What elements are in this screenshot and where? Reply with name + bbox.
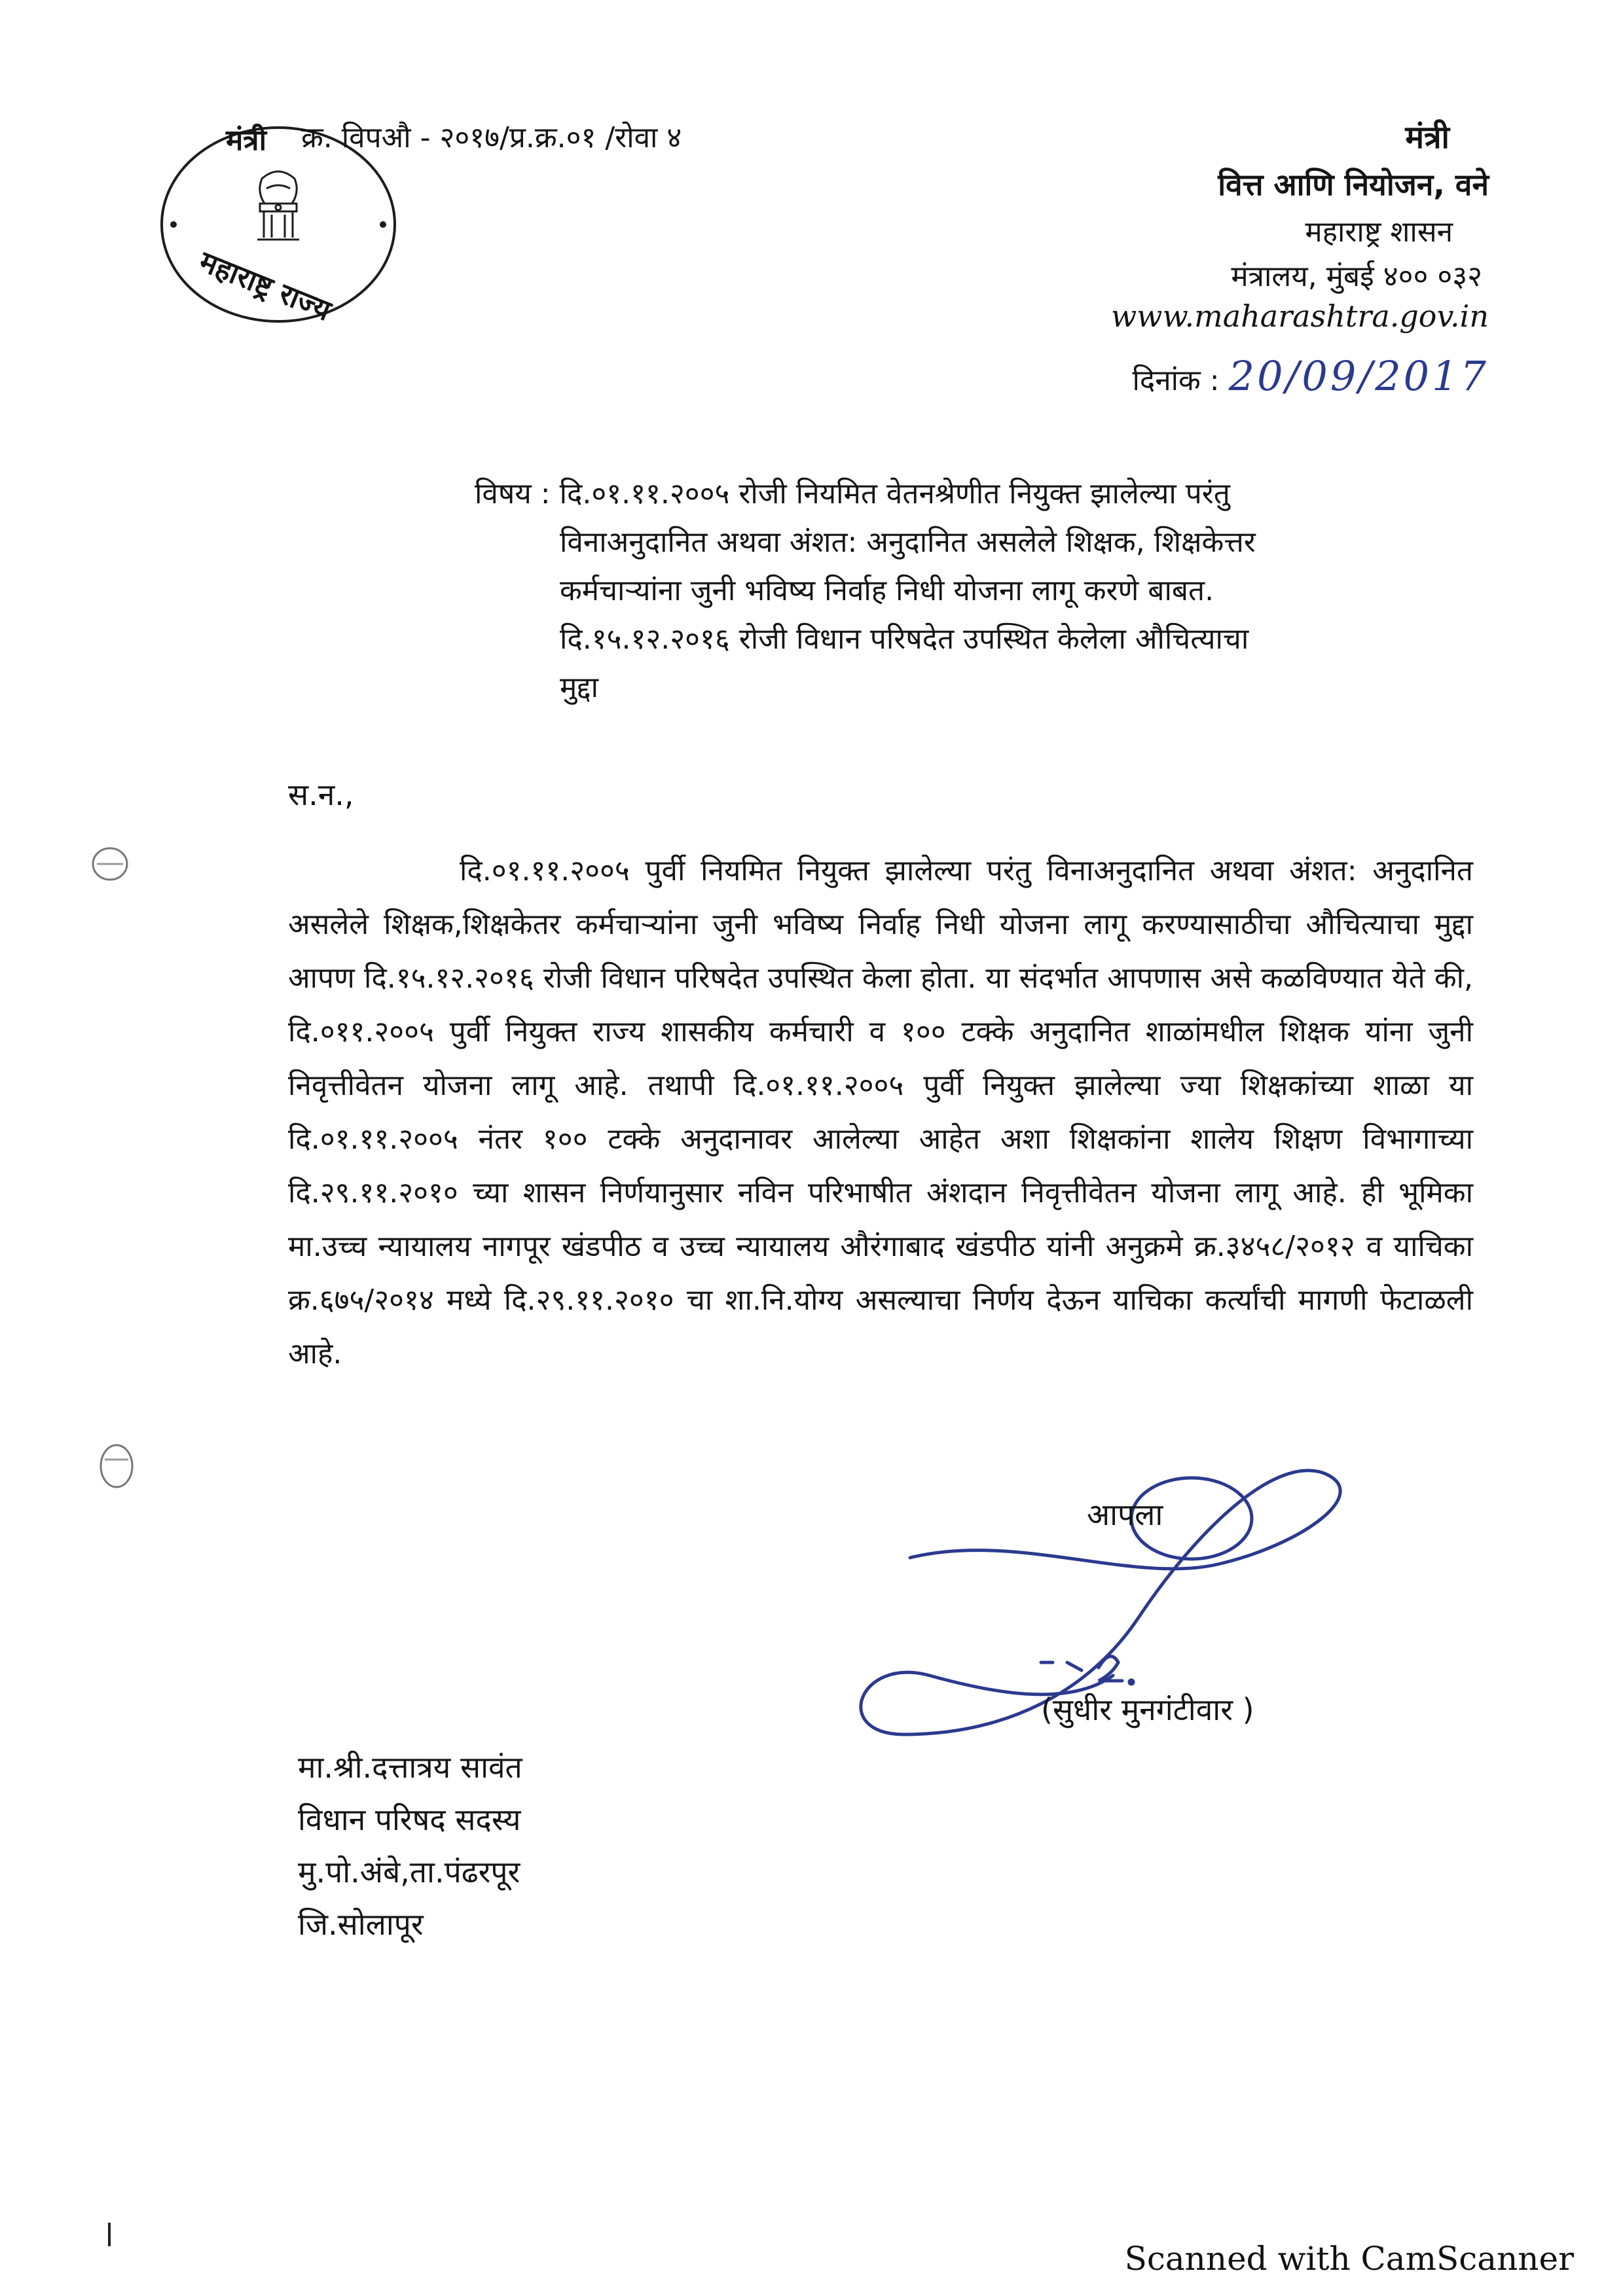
date-label: दिनांक :: [1132, 364, 1220, 397]
letterhead-title: मंत्री: [1405, 119, 1450, 156]
reference-number: क्र. विपऔ - २०१७/प्र.क्र.०१ /रोवा ४: [301, 121, 682, 154]
letterhead-website: www.maharashtra.gov.in: [1110, 298, 1489, 334]
seal-text-top: मंत्री: [226, 124, 266, 157]
subject-label: विषय :: [475, 477, 551, 511]
recipient-line: जि.सोलापूर: [298, 1907, 424, 1942]
recipient-address: [298, 1741, 522, 1950]
letterhead-government: महाराष्ट्र शासन: [1305, 215, 1453, 249]
recipient-line: विधान परिषद सदस्य: [298, 1802, 521, 1837]
subject-line: दि.०१.११.२००५ रोजी नियमित वेतनश्रेणीत नियुक्त झालेल्या परंतु: [559, 477, 1230, 511]
date-value: 20/09/2017: [1228, 352, 1489, 400]
signatory-name: (सुधीर मुनगंटीवार ): [1041, 1692, 1254, 1727]
punch-hole-icon: [97, 1440, 136, 1492]
letter-body: दि.०१.११.२००५ पुर्वी नियमित नियुक्त झालेल्या परंतु विनाअनुदानित अथवा अंशत: अनुदानित असलेले शिक्षक,शिक्षकेतर कर्मचाऱ्यांना जुनी भविष्य निर्वाह निधी योजना लागू करण्यासाठीचा औचित्याचा मुद्दा आपण दि.१५.१२.२०१६ रोजी विधान परिषदेत उपस्थित केला होता. या संदर्भात आपणास असे कळविण्यात येते की, दि.०११.२००५ पुर्वी नियुक्त राज्य शासकीय कर्मचारी व १०० टक्के अनुदानित शाळांमधील शिक्षक यांना जुनी निवृत्तीवेतन योजना लागू आहे. तथापी दि.०१.११.२००५ पुर्वी नियुक्त झालेल्या ज्या शिक्षकांच्या शाळा या दि.०१.११.२००५ नंतर १०० टक्के अनुदानावर आलेल्या आहेत अशा शिक्षकांना शालेय शिक्षण विभागाच्या दि.२९.११.२०१० च्या शासन निर्णयानुसार नविन परिभाषीत अंशदान निवृत्तीवेतन योजना लागू आहे. ही भूमिका मा.उच्च न्यायालय नागपूर खंडपीठ व उच्च न्यायालय औरंगाबाद खंडपीठ यांनी अनुक्रमे क्र.३४५८/२०१२ व याचिका क्र.६७५/२०१४ मध्ये दि.२९.११.२०१० चा शा.नि.योग्य असल्याचा निर्णय देऊन याचिका कर्त्यांची मागणी फेटाळली आहे.: [288, 854, 1473, 1371]
recipient-line: मु.पो.अंबे,ता.पंढरपूर: [298, 1854, 520, 1890]
letterhead-address: मंत्रालय, मुंबई ४०० ०३२: [1231, 260, 1482, 293]
subject-block: [475, 470, 1444, 712]
margin-mark: [108, 2223, 111, 2246]
salutation: स.न.,: [288, 777, 354, 812]
subject-line: विनाअनुदानित अथवा अंशत: अनुदानित असलेले शिक्षक, शिक्षकेत्तर: [560, 526, 1256, 559]
letterhead-department: वित्त आणि नियोजन, वने: [1218, 167, 1489, 202]
date-line: [1132, 352, 1489, 400]
subject-line: दि.१५.१२.२०१६ रोजी विधान परिषदेत उपस्थित केलेला औचित्याचा: [560, 622, 1249, 656]
closing: आपला: [1087, 1497, 1163, 1532]
subject-line: कर्मचाऱ्यांना जुनी भविष्य निर्वाह निधी योजना लागू करणे बाबत.: [560, 574, 1214, 607]
seal-text-bottom: महाराष्ट्र राज्य: [194, 245, 336, 328]
punch-hole-icon: [90, 844, 130, 884]
scanner-watermark: Scanned with CamScanner: [1124, 2240, 1574, 2278]
subject-line: मुद्दा: [560, 671, 599, 704]
recipient-line: मा.श्री.दत्तात्रय सावंत: [298, 1749, 522, 1785]
